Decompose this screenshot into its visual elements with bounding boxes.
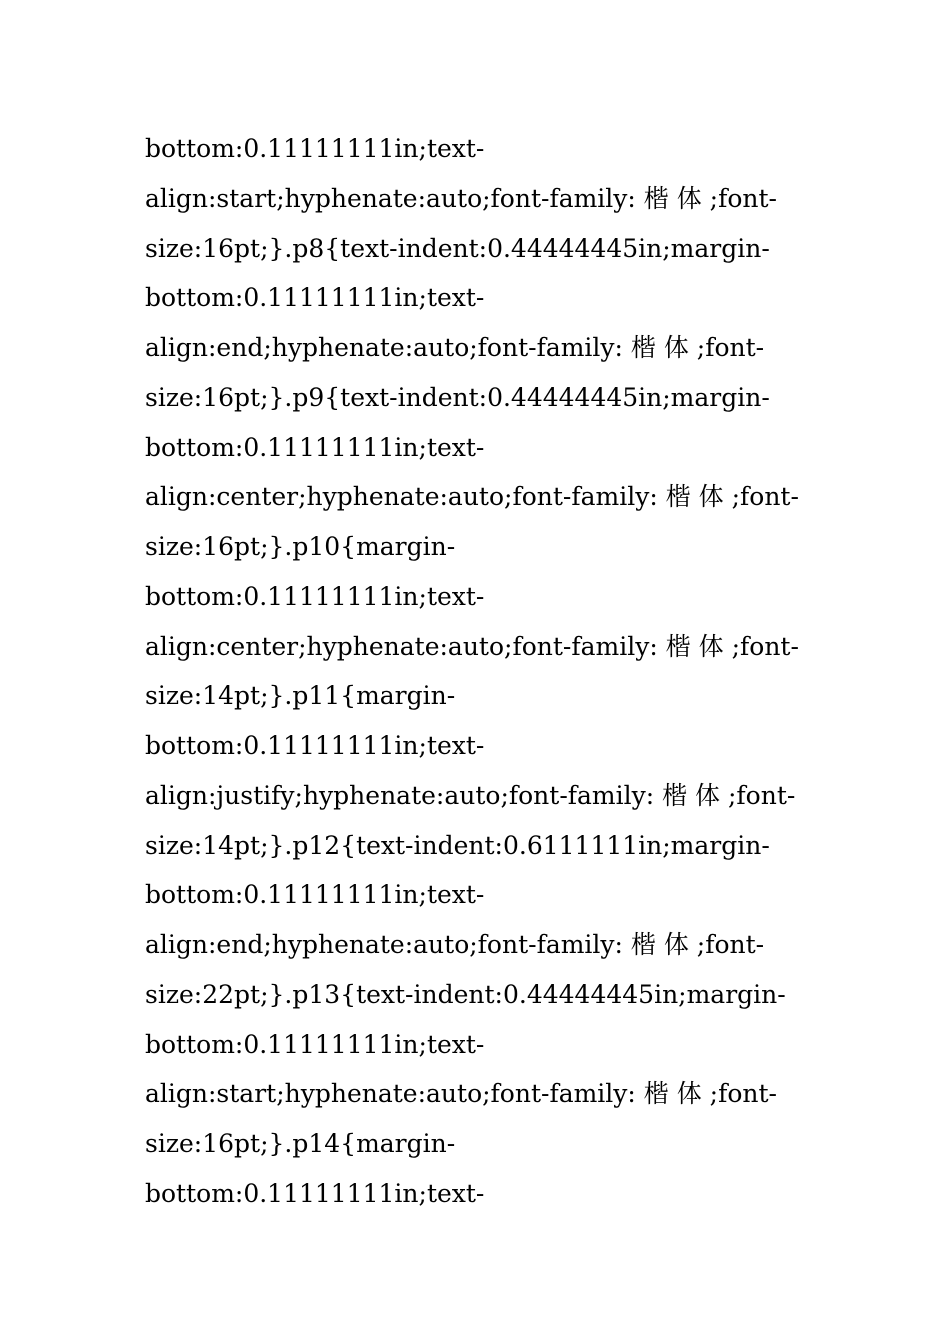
text-line: align:center;hyphenate:auto;font-family: 楷 体 ;font-: [145, 482, 799, 512]
text-line: size:14pt;}.p11{margin-: [145, 681, 456, 711]
document-text-block: [145, 127, 825, 1222]
text-line: size:16pt;}.p8{text-indent:0.44444445in;margin-: [145, 233, 770, 263]
text-line: align:end;hyphenate:auto;font-family: 楷 体 ;font-: [145, 930, 765, 959]
text-line: size:22pt;}.p13{text-indent:0.44444445in;margin-: [145, 979, 786, 1009]
text-line: align:start;hyphenate:auto;font-family: 楷 体 ;font-: [145, 183, 778, 213]
text-line: bottom:0.11111111in;text-: [145, 134, 485, 163]
text-line: bottom:0.11111111in;text-: [145, 283, 485, 313]
text-line: align:end;hyphenate:auto;font-family: 楷 体 ;font-: [145, 333, 765, 362]
text-line: align:center;hyphenate:auto;font-family: 楷 体 ;font-: [145, 631, 799, 661]
text-line: size:14pt;}.p12{text-indent:0.6111111in;margin-: [145, 830, 770, 860]
text-line: align:justify;hyphenate:auto;font-family: 楷 体 ;font-: [145, 780, 796, 810]
text-line: bottom:0.11111111in;text-: [145, 581, 485, 611]
text-line: bottom:0.11111111in;text-: [145, 1178, 485, 1208]
text-line: bottom:0.11111111in;text-: [145, 1029, 485, 1059]
text-line: align:start;hyphenate:auto;font-family: 楷 体 ;font-: [145, 1079, 778, 1109]
text-line: bottom:0.11111111in;text-: [145, 432, 485, 462]
text-line: bottom:0.11111111in;text-: [145, 731, 485, 760]
text-line: size:16pt;}.p9{text-indent:0.44444445in;margin-: [145, 382, 770, 412]
text-line: size:16pt;}.p14{margin-: [145, 1129, 456, 1158]
text-line: bottom:0.11111111in;text-: [145, 880, 485, 910]
text-line: size:16pt;}.p10{margin-: [145, 532, 456, 561]
